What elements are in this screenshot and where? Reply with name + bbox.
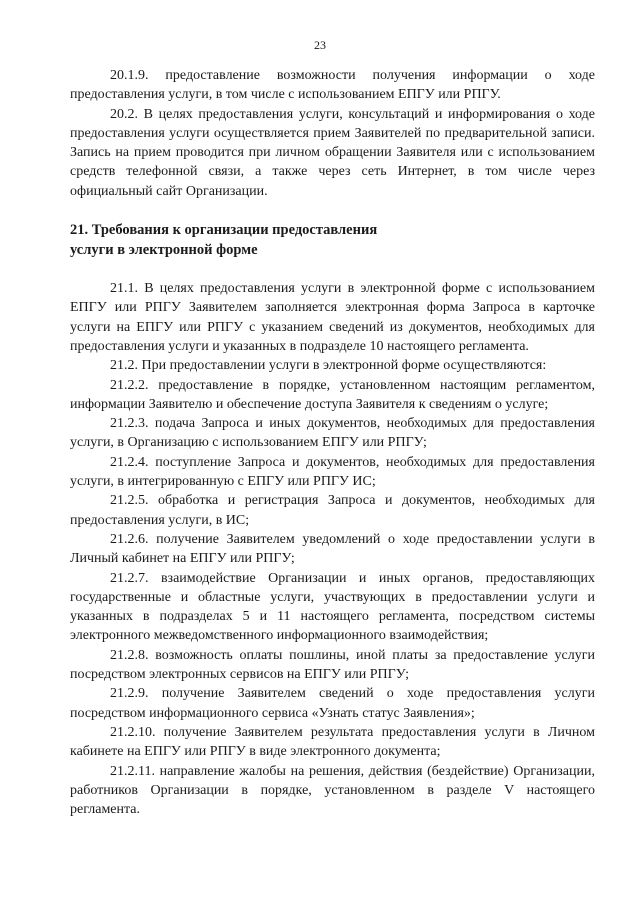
- paragraph-21-2-3: 21.2.3. подача Запроса и иных документов, необходимых для предоставления услуги, в Организацию с использованием ЕПГУ или РПГУ;: [70, 416, 595, 451]
- paragraph-21-2-6: 21.2.6. получение Заявителем уведомлений о ходе предоставлении услуги в Личный кабинет на ЕПГУ или РПГУ;: [70, 531, 595, 567]
- paragraph-21-2-2: 21.2.2. предоставление в порядке, установленном настоящим регламентом, информации Заявителю и обеспечение доступа Заявителя к сведениям о услуге;: [70, 377, 595, 412]
- paragraph-21-1: 21.1. В целях предоставления услуги в электронной форме с использованием ЕПГУ или РПГУ Заявителем заполняется электронная форма Запроса в карточке услуги на ЕПГУ или РПГУ с указанием сведений из документов, необходимых для предоставления услуги и указанных в подразделе 10 настоящего регламента.: [70, 281, 595, 354]
- paragraph-21-2-11: 21.2.11. направление жалобы на решения, действия (бездействие) Организации, работников Организации в порядке, установленном в разделе V настоящего регламента.: [70, 763, 595, 818]
- paragraph-21-2-5: 21.2.5. обработка и регистрация Запроса и документов, необходимых для предоставления услуги, в ИС;: [70, 493, 595, 528]
- paragraph-21-2-4: 21.2.4. поступление Запроса и документов, необходимых для предоставления услуги, в интегрированную с ЕПГУ или РПГУ ИС;: [70, 454, 595, 490]
- section-heading-line-2: услуги в электронной форме: [70, 241, 258, 258]
- paragraph-21-2-8: 21.2.8. возможность оплаты пошлины, иной платы за предоставление услуги посредством электронных сервисов на ЕПГУ или РПГУ;: [70, 647, 595, 683]
- paragraph-21-2-9: 21.2.9. получение Заявителем сведений о ходе предоставления услуги посредством информационного сервиса «Узнать статус Заявления»;: [70, 686, 595, 721]
- paragraph-21-2: 21.2. При предоставлении услуги в электронной форме осуществляются:: [110, 358, 547, 374]
- paragraph-20-2: 20.2. В целях предоставления услуги, консультаций и информирования о ходе предоставления услуги осуществляется прием Заявителей по предварительной записи. Запись на прием проводится при личном обращении Заявителя или с использованием средств телефонной связи, а также через сеть Интернет, в том числе через официальный сайт Организации.: [70, 106, 595, 199]
- section-heading-line-1: 21. Требования к организации предоставления: [70, 222, 378, 239]
- page-number: 23: [314, 38, 326, 52]
- document-body: [70, 66, 595, 819]
- paragraph-21-2-10: 21.2.10. получение Заявителем результата предоставления услуги в Личном кабинете на ЕПГУ или РПГУ в виде электронного документа;: [70, 724, 595, 760]
- paragraph-20-1-9: 20.1.9. предоставление возможности получения информации о ходе предоставления услуги, в том числе с использованием ЕПГУ или РПГУ.: [70, 68, 595, 103]
- paragraph-21-2-7: 21.2.7. взаимодействие Организации и иных органов, предоставляющих государственные и областные услуги, участвующих в предоставлении услуги и указанных в подразделах 5 и 11 настоящего регламента, посредством системы электронного межведомственного информационного взаимодействия;: [70, 570, 595, 644]
